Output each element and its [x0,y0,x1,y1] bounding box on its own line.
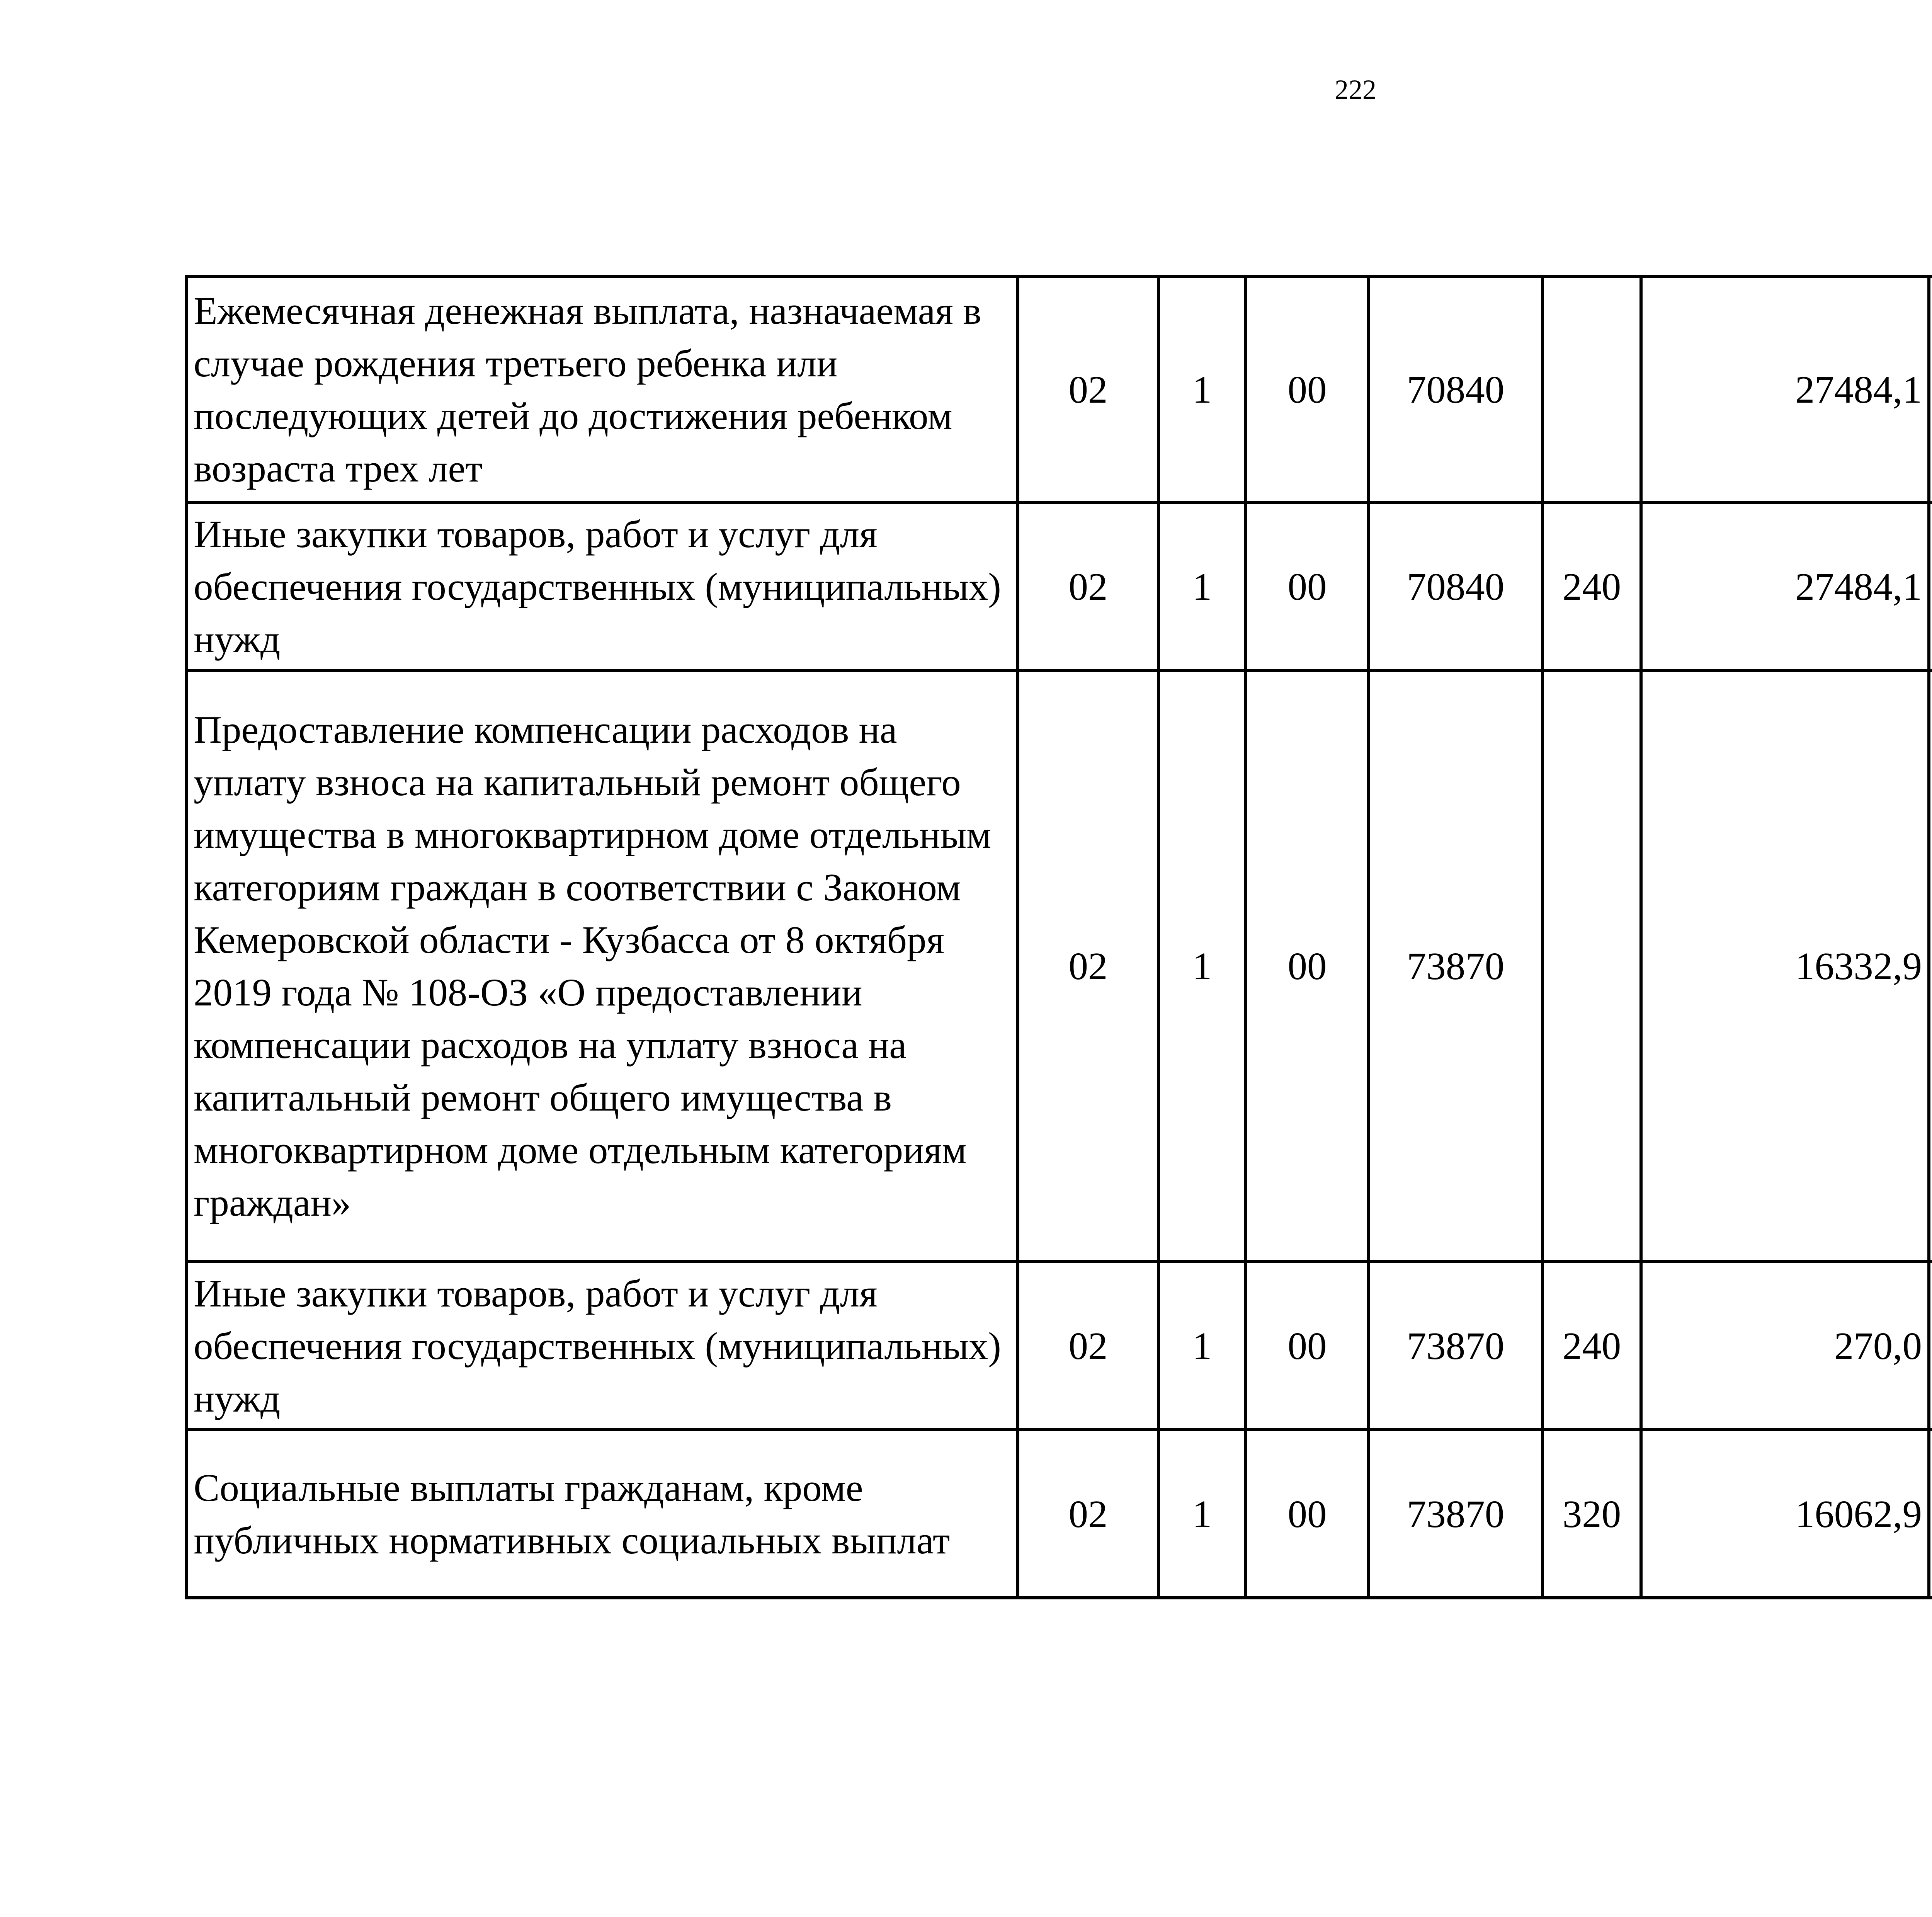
program-code: 02 [1018,1430,1158,1598]
direction-code: 00 [1246,1262,1369,1430]
table-row [187,670,1932,1262]
amount-1: 16062,9 [1641,1430,1929,1598]
subprogram-code: 1 [1158,1430,1246,1598]
direction-code: 00 [1246,502,1369,670]
expense-type-code [1543,670,1641,1262]
table-row [187,502,1932,670]
amount-1: 16332,9 [1641,670,1929,1262]
direction-code: 00 [1246,276,1369,502]
expense-code: 70840 [1369,502,1543,670]
subprogram-code: 1 [1158,502,1246,670]
amount-2 [1929,1430,1932,1598]
amount-1: 270,0 [1641,1262,1929,1430]
program-code: 02 [1018,670,1158,1262]
expense-code: 73870 [1369,1262,1543,1430]
table-row [187,276,1932,502]
expense-type-code: 320 [1543,1430,1641,1598]
amount-2 [1929,276,1932,502]
direction-code: 00 [1246,670,1369,1262]
program-code: 02 [1018,276,1158,502]
expense-type-code: 240 [1543,502,1641,670]
expense-code: 73870 [1369,670,1543,1262]
program-code: 02 [1018,1262,1158,1430]
page-number: 222 [1335,74,1376,105]
budget-table [185,275,1932,1599]
table-row [187,1262,1932,1430]
expense-code: 70840 [1369,276,1543,502]
amount-1: 27484,1 [1641,276,1929,502]
subprogram-code: 1 [1158,276,1246,502]
expense-type-code: 240 [1543,1262,1641,1430]
direction-code: 00 [1246,1430,1369,1598]
table-row [187,1430,1932,1598]
amount-2 [1929,1262,1932,1430]
amount-2 [1929,502,1932,670]
amount-2 [1929,670,1932,1262]
row-name: Иные закупки товаров, работ и услуг для обеспечения государственных (муниципальных) нужд [187,1262,1018,1430]
amount-1: 27484,1 [1641,502,1929,670]
expense-type-code [1543,276,1641,502]
row-name: Социальные выплаты гражданам, кроме публичных нормативных социальных выплат [187,1430,1018,1598]
subprogram-code: 1 [1158,670,1246,1262]
program-code: 02 [1018,502,1158,670]
subprogram-code: 1 [1158,1262,1246,1430]
row-name: Предоставление компенсации расходов на уплату взноса на капитальный ремонт общего имущества в многоквартирном доме отдельным категориям граждан в соответствии с Законом Кемеровской области - Кузбасса от 8 октября 2019 года № 108-ОЗ «О предоставлении компенсации расходов на уплату взноса на капитальный ремонт общего имущества в многоквартирном доме отдельным категориям граждан» [187,670,1018,1262]
row-name: Иные закупки товаров, работ и услуг для обеспечения государственных (муниципальных) нужд [187,502,1018,670]
expense-code: 73870 [1369,1430,1543,1598]
row-name: Ежемесячная денежная выплата, назначаемая в случае рождения третьего ребенка или последующих детей до достижения ребенком возраста трех лет [187,276,1018,502]
